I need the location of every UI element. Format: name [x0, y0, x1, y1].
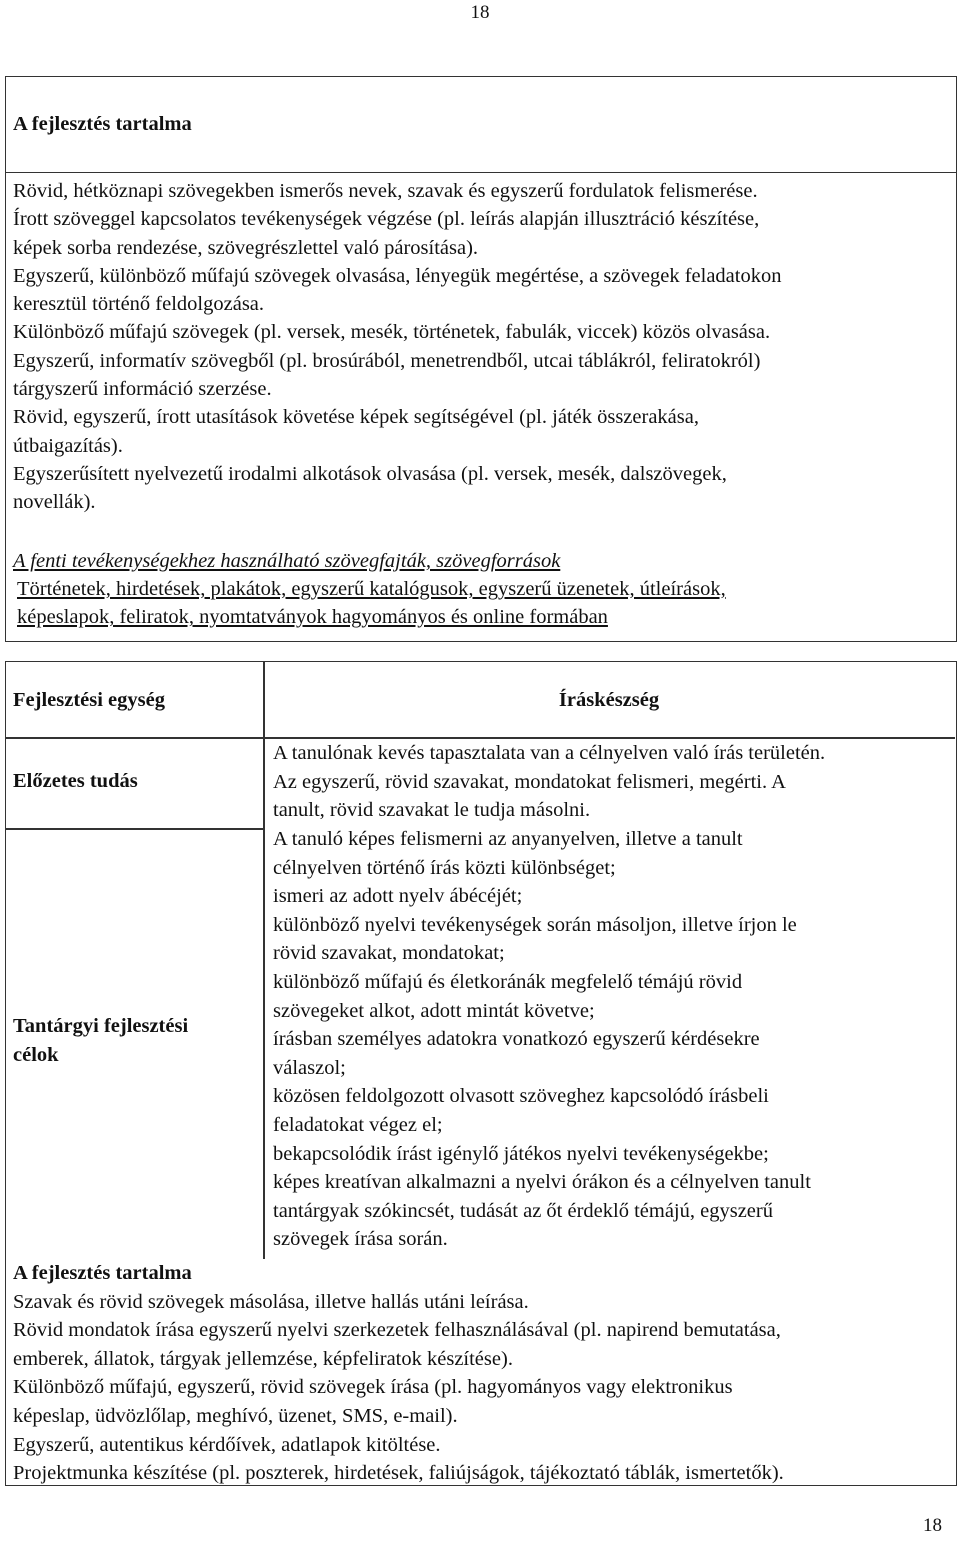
body-line: útbaigazítás). — [13, 434, 123, 457]
goal-line: képes kreatívan alkalmazni a nyelvi órákon és a célnyelven tanult — [273, 1171, 811, 1194]
sources-line: Történetek, hirdetések, plakátok, egyszerű katalógusok, egyszerű üzenetek, útleírások, — [17, 578, 726, 600]
goal-line: írásban személyes adatokra vonatkozó egyszerű kérdésekre — [273, 1028, 760, 1051]
content-line: Projektmunka készítése (pl. poszterek, hirdetések, faliújságok, tájékoztató táblák, ismertetők). — [13, 1462, 784, 1485]
goal-line: különböző nyelvi tevékenységek során másoljon, illetve írjon le — [273, 913, 797, 936]
row-divider — [6, 828, 263, 830]
goal-line: bekapcsolódik írást igénylő játékos nyelvi tevékenységekbe; — [273, 1142, 769, 1165]
goal-line: ismeri az adott nyelv ábécéjét; — [273, 885, 523, 908]
content-line: emberek, állatok, tárgyak jellemzése, képfeliratok készítése). — [13, 1347, 513, 1370]
goal-line: közösen feldolgozott olvasott szöveghez kapcsolódó írásbeli — [273, 1085, 769, 1108]
column-divider — [263, 662, 265, 1259]
sources-body — [17, 575, 726, 632]
development-unit-table — [5, 661, 957, 1486]
body-line: Egyszerűsített nyelvezetű irodalmi alkotások olvasása (pl. versek, mesék, dalszövegek, — [13, 462, 727, 485]
body-line: tárgyszerű információ szerzése. — [13, 378, 272, 401]
goal-line: tantárgyak szókincsét, tudását az őt érdeklő témájú, egyszerű — [273, 1199, 773, 1222]
content-section-reading — [5, 76, 957, 642]
body-line: keresztül történő feldolgozása. — [13, 293, 265, 316]
goal-line: szövegeket alkot, adott mintát követve; — [273, 999, 595, 1022]
content-line: Egyszerű, autentikus kérdőívek, adatlapok kitöltése. — [13, 1433, 441, 1456]
body-line: Különböző műfajú szövegek (pl. versek, mesék, történetek, fabulák, viccek) közös olvasása. — [13, 321, 771, 344]
content-line: képeslap, üdvözlőlap, meghívó, üzenet, SMS, e-mail). — [13, 1404, 458, 1427]
goal-line: feladatokat végez el; — [273, 1113, 443, 1136]
section-heading-cell — [6, 77, 956, 173]
content-line: Rövid mondatok írása egyszerű nyelvi szerkezetek felhasználásával (pl. napirend bemutatása, — [13, 1319, 781, 1342]
prior-knowledge-label: Előzetes tudás — [13, 770, 138, 792]
prior-line: Az egyszerű, rövid szavakat, mondatokat felismeri, megérti. A — [273, 770, 786, 793]
goal-line: célnyelven történő írás közti különbséget; — [273, 856, 616, 879]
body-line: Írott szöveggel kapcsolatos tevékenységek végzése (pl. leírás alapján illusztráció készítése, — [13, 208, 760, 231]
content-line: Különböző műfajú, egyszerű, rövid szövegek írása (pl. hagyományos vagy elektronikus — [13, 1376, 733, 1399]
body-line: Rövid, egyszerű, írott utasítások követése képek segítségével (pl. játék összerakása, — [13, 406, 699, 429]
development-content — [13, 1259, 784, 1488]
page-number-bottom: 18 — [923, 1515, 942, 1536]
body-line: képek sorba rendezése, szövegrészlettel való párosítása). — [13, 236, 479, 259]
goals-text — [273, 825, 811, 1254]
body-line: Rövid, hétköznapi szövegekben ismerős nevek, szavak és egyszerű fordulatok felismerése. — [13, 180, 758, 202]
content-heading: A fejlesztés tartalma — [13, 1262, 192, 1284]
body-line: Egyszerű, különböző műfajú szövegek olvasása, lényegük megértése, a szövegek feladatokon — [13, 264, 782, 287]
prior-knowledge-text — [273, 739, 825, 825]
content-line: Szavak és rövid szövegek másolása, illetve hallás utáni leírása. — [13, 1290, 529, 1313]
prior-line: A tanulónak kevés tapasztalata van a célnyelven való írás területén. — [273, 742, 826, 764]
sources-line: képeslapok, feliratok, nyomtatványok hagyományos és online formában — [17, 606, 608, 629]
goals-label: Tantárgyi fejlesztési célok — [13, 1015, 189, 1066]
goal-line: A tanuló képes felismerni az anyanyelven, illetve a tanult — [273, 828, 743, 850]
unit-value: Íráskészség — [558, 689, 660, 711]
section-body — [13, 177, 948, 517]
body-line: novellák). — [13, 491, 96, 514]
unit-label: Fejlesztési egység — [13, 689, 165, 711]
body-line: Egyszerű, informatív szövegből (pl. brosúrából, menetrendből, utcai táblákról, feliratokról) — [13, 349, 761, 372]
goal-line: rövid szavakat, mondatokat; — [273, 942, 505, 965]
page-number-top: 18 — [470, 2, 490, 23]
goal-line: válaszol; — [273, 1056, 346, 1079]
sources-heading: A fenti tevékenységekhez használható szövegfajták, szövegforrások — [13, 550, 561, 572]
section-heading: A fejlesztés tartalma — [13, 113, 192, 135]
goal-line: szövegek írása során. — [273, 1228, 448, 1251]
prior-line: tanult, rövid szavakat le tudja másolni. — [273, 799, 591, 822]
goal-line: különböző műfajú és életkoránák megfelelő témájú rövid — [273, 970, 743, 993]
